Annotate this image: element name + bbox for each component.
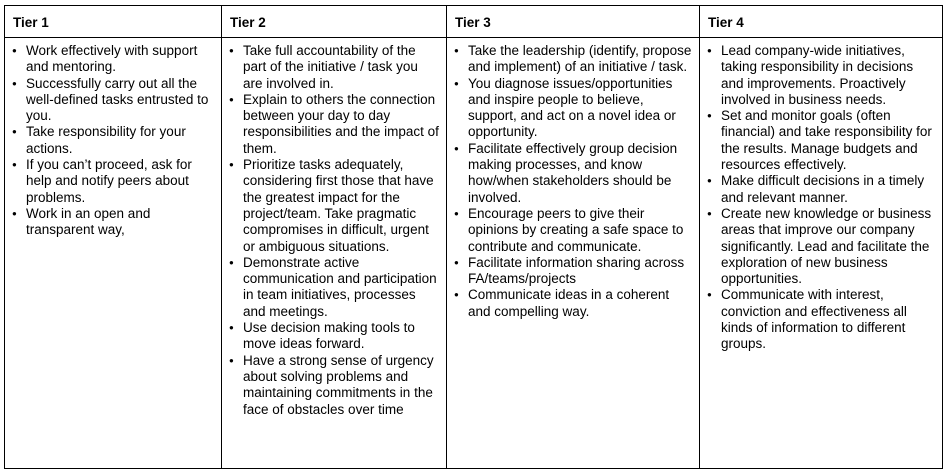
content-row (5, 38, 943, 469)
list-item: ● Communicate with interest, conviction and effectiveness all kinds of information to different groups. (706, 287, 936, 352)
list-item: ● Take full accountability of the part of the initiative / task you are involved in. (228, 43, 440, 92)
list-item: ● You diagnose issues/opportunities and inspire people to believe, support, and act on a novel idea or opportunity. (453, 76, 693, 141)
list-item: ● Set and monitor goals (often financial) and take responsibility for the results. Manage budgets and resources effectively. (706, 108, 936, 173)
list-item: ● Facilitate effectively group decision making processes, and know how/when stakeholders should be involved. (453, 141, 693, 206)
tier-4-cell (700, 38, 943, 469)
tier-2-list (228, 43, 440, 418)
list-item: ● Successfully carry out all the well-defined tasks entrusted to you. (11, 76, 215, 125)
list-item: ● Have a strong sense of urgency about solving problems and maintaining commitments in the face of obstacles over time (228, 353, 440, 418)
tier-4-list (706, 43, 936, 353)
list-item: ● Explain to others the connection between your day to day responsibilities and the impact of them. (228, 92, 440, 157)
tier-4-header: Tier 4 (700, 6, 943, 38)
list-item: ● Facilitate information sharing across FA/teams/projects (453, 255, 693, 288)
list-item: ● Make difficult decisions in a timely and relevant manner. (706, 173, 936, 206)
tier-3-cell (447, 38, 700, 469)
list-item: ● Encourage peers to give their opinions by creating a safe space to contribute and communicate. (453, 206, 693, 255)
tier-1-header: Tier 1 (5, 6, 222, 38)
list-item: ● Lead company-wide initiatives, taking responsibility in decisions and improvements. Proactively involved in business needs. (706, 43, 936, 108)
tier-1-cell (5, 38, 222, 469)
tier-table (4, 5, 943, 469)
list-item: ● Work effectively with support and mentoring. (11, 43, 215, 76)
tier-1-list (11, 43, 215, 239)
list-item: ● Take responsibility for your actions. (11, 124, 215, 157)
list-item: ● If you can’t proceed, ask for help and notify peers about problems. (11, 157, 215, 206)
tier-2-header: Tier 2 (222, 6, 447, 38)
list-item: ● Communicate ideas in a coherent and compelling way. (453, 287, 693, 320)
header-row (5, 6, 943, 38)
list-item: ● Create new knowledge or business areas that improve our company significantly. Lead and facilitate the exploration of new business opportunities. (706, 206, 936, 287)
list-item: ● Prioritize tasks adequately, considering first those that have the greatest impact for the project/team. Take pragmatic compromises in difficult, urgent or ambiguous situations. (228, 157, 440, 255)
list-item: ● Use decision making tools to move ideas forward. (228, 320, 440, 353)
tier-3-header: Tier 3 (447, 6, 700, 38)
list-item: ● Take the leadership (identify, propose and implement) of an initiative / task. (453, 43, 693, 76)
tier-2-cell (222, 38, 447, 469)
tier-3-list (453, 43, 693, 320)
list-item: ● Work in an open and transparent way, (11, 206, 215, 239)
list-item: ● Demonstrate active communication and participation in team initiatives, processes and meetings. (228, 255, 440, 320)
